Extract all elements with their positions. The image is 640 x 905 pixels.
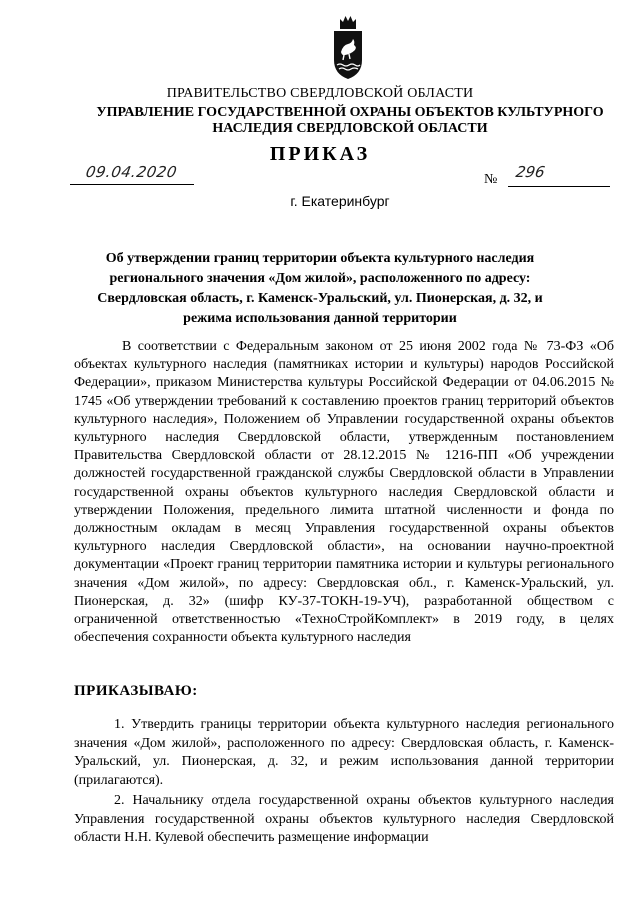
city: г. Екатеринбург: [290, 193, 390, 209]
order-subject: Об утверждении границ территории объекта культурного наследия регионального значения «Дом жилой», расположенного по адресу: Свердловская область, г. Каменск-Уральский, ул. Пионерская, д. 32, и режима использования данной территории: [97, 251, 543, 326]
item-text: Начальнику отдела государственной охраны объектов культурного наследия Управления государственной охраны объектов культурного наследия Свердловской области Н.Н. Кулевой обеспечить размещение информации: [74, 793, 615, 845]
item-text: Утвердить границы территории объекта культурного наследия регионального значения «Дом жилой», расположенного по адресу: Свердловская область, г. Каменск-Уральский, ул. Пионерская, д. 32, и режим использования данной территории (прилагаются).: [74, 717, 614, 788]
handwritten-date: 09.04.2020: [84, 163, 179, 181]
order-heading: ПРИКАЗЫВАЮ:: [74, 683, 198, 699]
order-item: [74, 716, 614, 790]
number-sign: №: [484, 172, 498, 187]
handwritten-number: 296: [514, 163, 547, 181]
order-item: [74, 792, 614, 848]
department-name: УПРАВЛЕНИЕ ГОСУДАРСТВЕННОЙ ОХРАНЫ ОБЪЕКТОВ КУЛЬТУРНОГО НАСЛЕДИЯ СВЕРДЛОВСКОЙ ОБЛАСТИ: [96, 105, 604, 136]
preamble-paragraph: В соответствии с Федеральным законом от 25 июня 2002 года № 73-ФЗ «Об объектах культурного наследия (памятниках истории и культуры) народов Российской Федерации», приказом Министерства культуры Российской Федерации от 04.06.2015 № 1745 «Об утверждении требований к составлению проектов границ территорий объектов культурного наследия», Положением об Управлении государственной охраны объектов культурного наследия Свердловской области, утвержденным постановлением Правительства Свердловской области от 28.12.2015 № 1216-ПП «Об учреждении должностей государственной гражданской службы Свердловской области в Управлении государственной охраны объектов культурного наследия Свердловской области и утверждении Положения, предельного лимита штатной численности и фонда по должностным окладам в месяц Управления государственной охраны объектов культурного наследия Свердловской области», на основании научно-проектной документации «Проект границ территории памятника истории и культуры регионального значения «Дом жилой», по адресу: Свердловская обл., г. Каменск-Уральский, ул. Пионерская, д. 32» (шифр КУ-37-ТОКН-19-УЧ), разработанной обществом с ограниченной ответственностью «ТехноСтройКомплект» в 2019 году, в целях обеспечения сохранности объекта культурного наследия: [74, 339, 614, 646]
sverdlovsk-coat-of-arms-icon: [331, 12, 365, 82]
item-number: 1.: [114, 717, 125, 732]
item-number: 2.: [114, 793, 125, 808]
government-name: ПРАВИТЕЛЬСТВО СВЕРДЛОВСКОЙ ОБЛАСТИ: [166, 86, 474, 101]
document-type: ПРИКАЗ: [269, 143, 371, 165]
